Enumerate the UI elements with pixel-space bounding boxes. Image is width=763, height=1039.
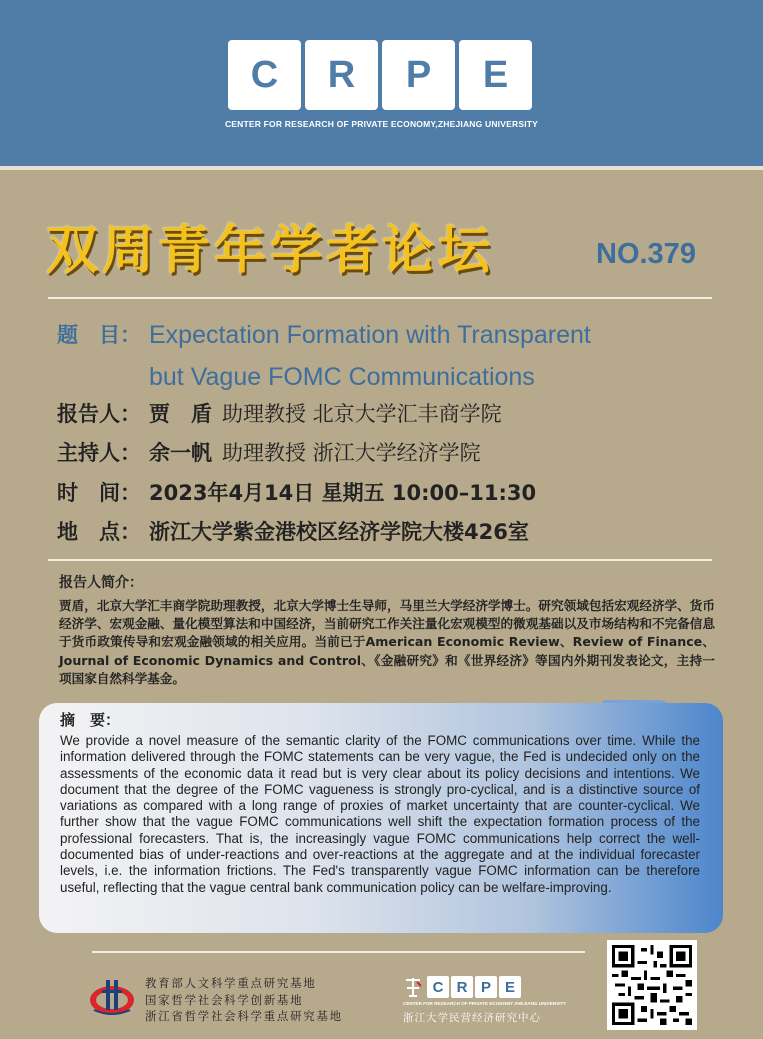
qr-pattern (612, 945, 692, 1025)
qr-code-icon (607, 940, 697, 1030)
crpe-glyph-icon (403, 976, 423, 998)
abstract-heading: 摘 要： (60, 711, 121, 729)
footer-line: 国家哲学社会科学创新基地 (145, 992, 304, 1007)
crpe-logo (228, 40, 532, 110)
footer-line: 浙江省哲学社会科学重点研究基地 (145, 1009, 343, 1023)
speaker-title: 助理教授 北京大学汇丰商学院 (222, 402, 502, 426)
time-label: 时 间： (57, 481, 141, 505)
topic-label: 题 目： (57, 323, 141, 347)
topic-line-1: Expectation Formation with Transparent (149, 321, 591, 349)
footer-line: 教育部人文科学重点研究基地 (145, 976, 317, 990)
small-logo-subtitle: CENTER FOR RESEARCH OF PRIVATE ECONOMY ZHEJIANG UNIVERSITY (403, 1001, 567, 1006)
time-row (57, 477, 536, 507)
small-logo-letter: C (427, 976, 449, 998)
host-label: 主持人： (57, 441, 141, 465)
host-row (57, 437, 481, 467)
small-logo-letter: P (475, 976, 497, 998)
divider (48, 559, 712, 561)
topic-line-2: but Vague FOMC Communications (149, 363, 535, 391)
crpe-small-logo (403, 976, 521, 998)
abstract-text: We provide a novel measure of the semantic clarity of the FOMC communications over time. While the information delivered through the FOMC statements can be very vague, the Fed is undecided only on the assessments of the economic data it read but is very clear about its policy decisions and intentions. We document that the degree of the FOMC vagueness is strongly pro-cyclical, and is a distinctive source of variations as compared with a long range of proxies of market uncertainty that are counter-cyclical. We further show that the vague FOMC communications well shift the expectation formation process of the professional forecasters. That is, the increasingly vague FOMC communications help correct the well-documented bias of under-reactions and over-reactions at the aggregate and at the individual forecaster levels, i.e. the information frictions. The Fed's transparently vague FOMC information can be therefore useful, reflecting that the vague central bank communication policy can be welfare-improving. (60, 733, 700, 895)
speaker-label: 报告人： (57, 402, 141, 426)
header-banner (0, 0, 763, 170)
time-value: 2023年4月14日 星期五 10:00–11:30 (149, 481, 537, 505)
logo-letter: P (382, 40, 455, 110)
speaker-row (57, 398, 502, 428)
topic-title (149, 314, 591, 398)
place-row (57, 516, 529, 546)
footer-divider (92, 951, 585, 953)
university-emblem-icon (88, 976, 136, 1018)
topic-row (57, 314, 591, 398)
speaker-name: 贾 盾 (149, 402, 212, 426)
logo-subtitle: CENTER FOR RESEARCH OF PRIVATE ECONOMY,ZHEJIANG UNIVERSITY (224, 119, 539, 129)
forum-title: 双周青年学者论坛 (46, 221, 495, 281)
divider (48, 297, 712, 299)
place-label: 地 点： (57, 520, 141, 544)
logo-letter: E (459, 40, 532, 110)
place-value: 浙江大学紫金港校区经济学院大楼426室 (149, 520, 529, 544)
logo-letter: R (305, 40, 378, 110)
small-logo-letter: E (499, 976, 521, 998)
logo-letter: C (228, 40, 301, 110)
small-logo-letter: R (451, 976, 473, 998)
bio-text: 贾盾，北京大学汇丰商学院助理教授，北京大学博士生导师，马里兰大学经济学博士。研究领域包括宏观经济学、货币经济学、宏观金融、量化模型算法和中国经济，当前研究工作关注量化宏观模型的微观基础以及市场结构和不完备信息于货币政策传导和宏观金融领域的相关应用。当前已于American Economic Review、Review of Finance、Journal of Economic Dynamics and Control、《金融研究》和《世界经济》等国内外期刊发表论文，主持一项国家自然科学基金。 (59, 598, 715, 686)
bio-heading: 报告人简介： (59, 575, 143, 591)
host-title: 助理教授 浙江大学经济学院 (222, 441, 481, 465)
small-logo-chinese: 浙江大学民营经济研究中心 (403, 1012, 541, 1024)
host-name: 余一帆 (149, 441, 212, 465)
footer-affiliations (145, 975, 343, 1025)
forum-number: NO.379 (596, 238, 696, 270)
